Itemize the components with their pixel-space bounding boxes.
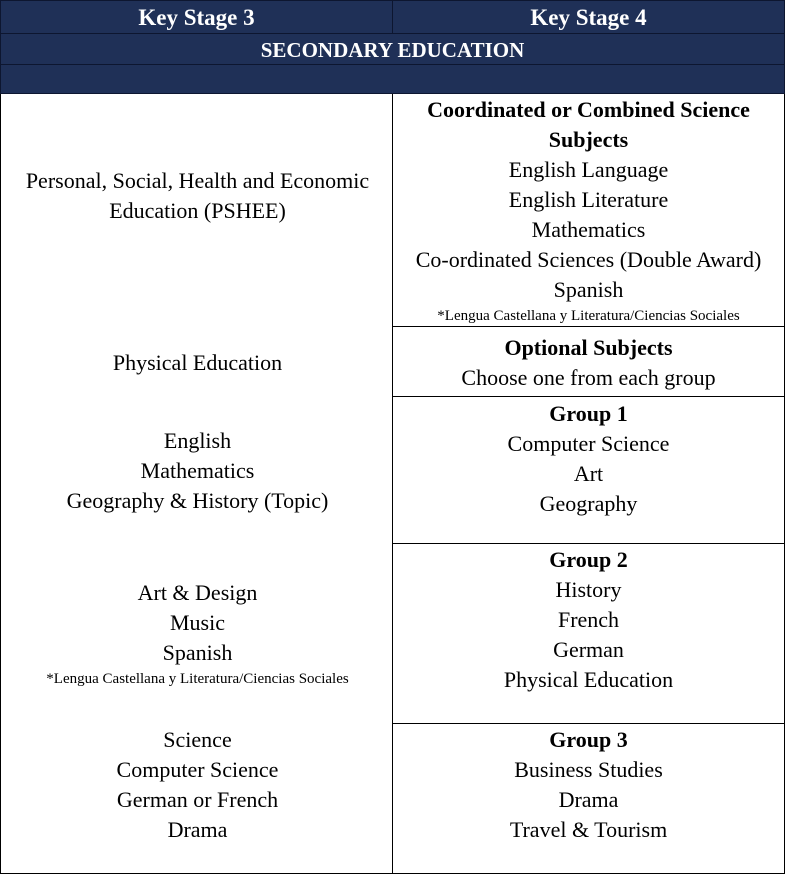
ks3-pe-block (1, 348, 394, 378)
ks4-core-subject: English Literature (508, 187, 669, 212)
header-key-stage-3: Key Stage 3 (0, 0, 393, 34)
ks4-optional-title: Optional Subjects (504, 335, 673, 360)
ks4-group-2-cell (392, 543, 785, 724)
ks4-core-subject: Spanish (553, 277, 624, 302)
ks3-subject: Geography & History (Topic) (66, 488, 329, 513)
ks3-arts-block (1, 578, 394, 690)
ks3-subject: Physical Education (112, 350, 283, 375)
ks4-group-1-cell (392, 396, 785, 544)
ks3-subject: German or French (116, 787, 279, 812)
ks4-core-subject: Co-ordinated Sciences (Double Award) (415, 247, 762, 272)
group-1-subject: Computer Science (507, 431, 670, 456)
group-2-subject: French (557, 607, 620, 632)
ks3-subject: English (163, 428, 232, 453)
ks3-pshee-block (1, 166, 394, 226)
ks4-spanish-note: *Lengua Castellana y Literatura/Ciencias Sociales (437, 308, 740, 324)
group-3-subject: Drama (558, 787, 619, 812)
group-2-subject: Physical Education (503, 667, 674, 692)
ks4-optional-cell (392, 326, 785, 397)
ks3-subject: Music (170, 610, 225, 635)
group-1-subject: Geography (539, 491, 638, 516)
ks3-subject: Personal, Social, Health and Economic (25, 168, 370, 193)
group-2-title: Group 2 (549, 547, 628, 572)
ks3-spanish-note: *Lengua Castellana y Literatura/Ciencias Sociales (46, 671, 349, 687)
ks3-column (0, 94, 393, 874)
group-1-subject: Art (573, 461, 604, 486)
group-2-subject: German (553, 637, 624, 662)
ks3-subject: Art & Design (137, 580, 258, 605)
group-3-subject: Travel & Tourism (509, 817, 668, 842)
ks3-subject: Mathematics (140, 458, 255, 483)
ks4-core-cell (392, 94, 785, 327)
ks3-core-block (1, 426, 394, 516)
ks4-optional-subtitle: Choose one from each group (461, 365, 716, 390)
header-secondary-education: SECONDARY EDUCATION (0, 33, 785, 65)
ks3-subject: Spanish (162, 640, 233, 665)
ks3-subject: Education (PSHEE) (109, 198, 286, 223)
ks3-subject: Computer Science (116, 757, 279, 782)
ks3-subject: Science (163, 727, 232, 752)
ks3-science-block (1, 725, 394, 845)
group-1-title: Group 1 (549, 401, 628, 426)
group-3-subject: Business Studies (514, 757, 663, 782)
header-spacer-row (0, 64, 785, 94)
ks3-subject: Drama (167, 817, 228, 842)
ks4-core-title: Coordinated or Combined Science (427, 97, 750, 122)
ks4-core-subject: Mathematics (531, 217, 646, 242)
ks4-group-3-cell (392, 723, 785, 874)
group-3-title: Group 3 (549, 727, 628, 752)
group-2-subject: History (555, 577, 622, 602)
ks4-core-title: Subjects (548, 127, 629, 152)
header-key-stage-4: Key Stage 4 (392, 0, 785, 34)
ks4-core-subject: English Language (508, 157, 669, 182)
